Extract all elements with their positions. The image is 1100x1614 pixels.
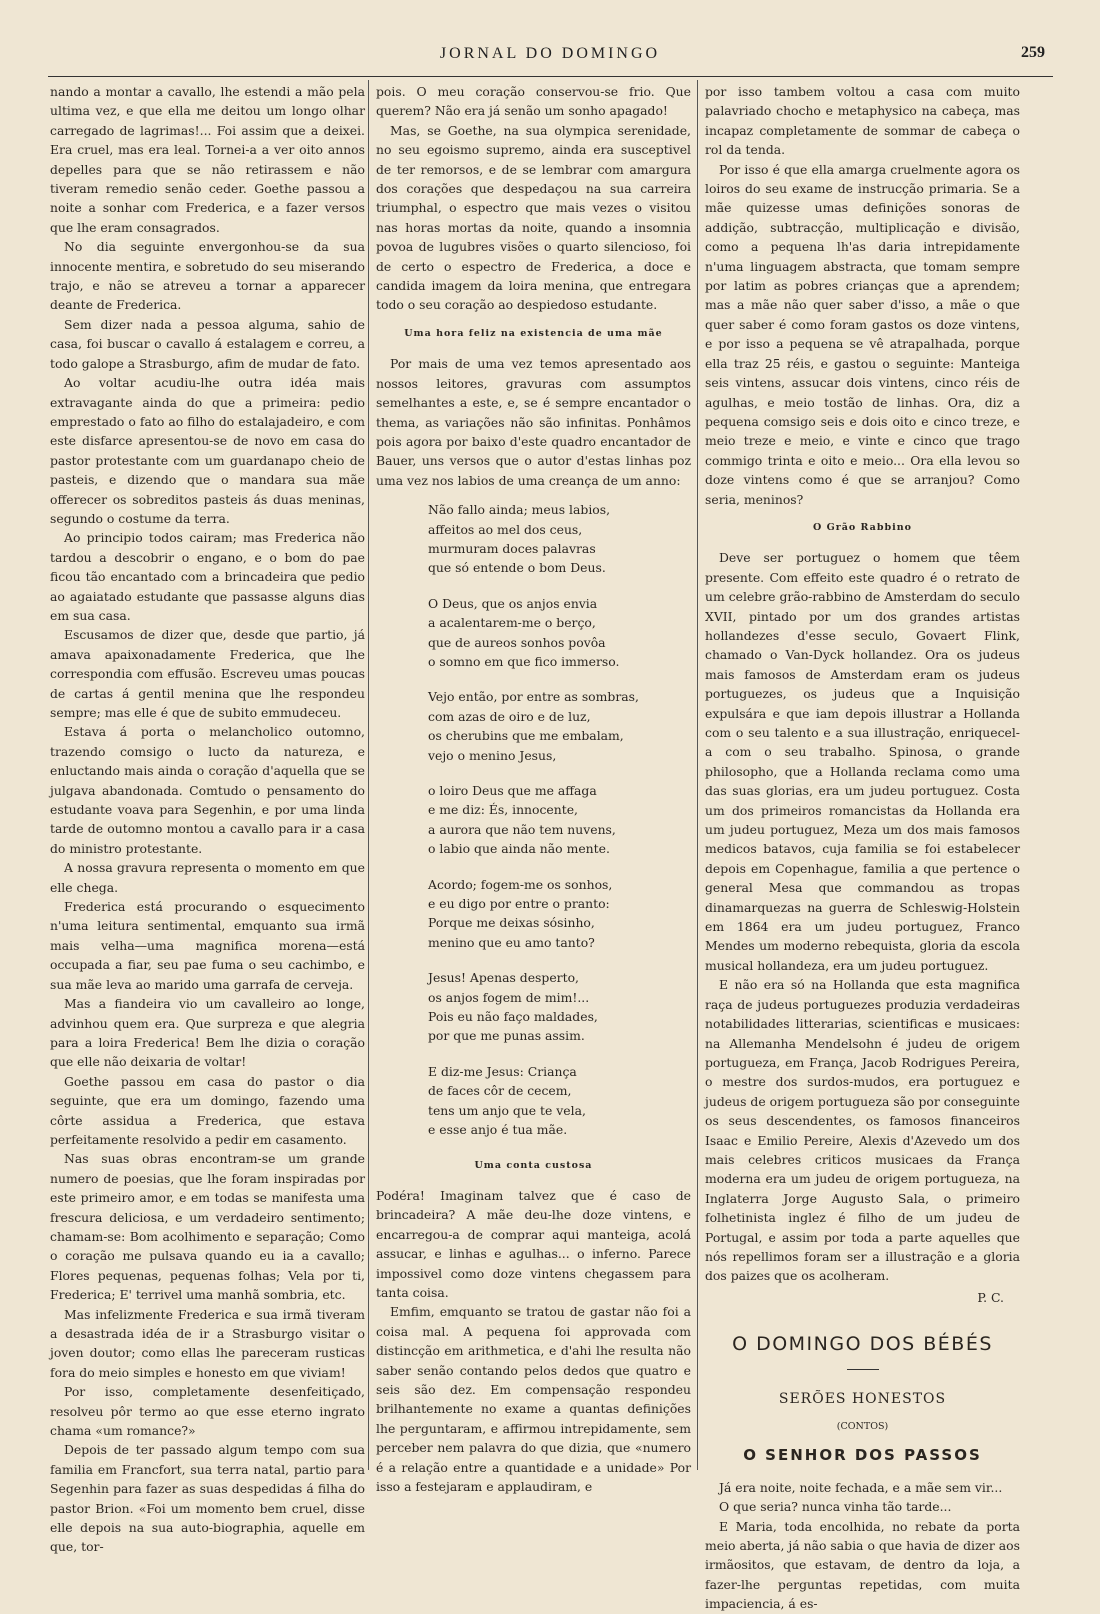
story-title: O SENHOR DOS PASSOS [743,1446,982,1465]
poem-line: e me diz: És, innocente, [428,802,578,818]
poem-line: a aurora que não tem nuvens, [428,821,616,837]
poem-line: a acalentarem-me o berço, [428,615,596,631]
poem-line: affeitos ao mel dos ceus, [428,521,583,537]
poem-line: de faces côr de cecem, [428,1083,572,1099]
paragraph: E Maria, toda encolhida, no rebate da porta meio aberta, já não sabia o que havia de dizer aos irmãositos, que estavam, de dentro da loja, a fazer-lhe perguntas repetidas, com muita impaciencia, á es- [705,1518,1020,1612]
poem-stanza [428,968,691,1046]
paragraph: Frederica está procurando o esquecimento n'uma leitura sentimental, emquanto sua irmã mais velha—uma magnifica morena—está occupada a fiar, seu pae fuma o seu cachimbo, e sua mãe leva ao marido uma garrafa de cerveja. [50,899,365,992]
paragraph: Estava á porta o melancholico outomno, trazendo comsigo o lucto da natureza, e enluctando mais ainda o coração d'aquella que se julgava abandonada. Comtudo o pensamento do estudante voava para Segenhin, e por uma linda tarde de outomno montou a cavallo para ir a casa do ministro protestante. [50,724,365,856]
poem-line: Jesus! Apenas desperto, [428,970,579,986]
paragraph: Escusamos de dizer que, desde que partio, já amava apaixonadamente Frederica, que lhe correspondia com effusão. Escreveu umas poucas de cartas á gentil menina que lhe respondeu sempre; mas elle é que de subito emmudeceu. [50,627,365,720]
column-1 [50,82,365,1557]
paragraph: Nas suas obras encontram-se um grande numero de poesias, que lhe foram inspiradas por este primeiro amor, e em todas se manifesta uma frescura deliciosa, e um verdadeiro sentimento; chamam-se: Bom acolhimento e separação; Como o coração me pulsava quando eu ia a cavallo; Flores pequenas, pequenas folhas; Vela por ti, Frederica; E' terrivel uma manhã sombria, etc. [50,1151,365,1303]
poem-stanza [428,781,691,859]
paragraph: Por isso é que ella amarga cruelmente agora os loiros do seu exame de instrucção primaria. Se a mãe quizesse umas definições sonoras de addição, subtracção, multiplicação e divisão, como a pequena lh'as daria intrepidamente n'uma linguagem abstracta, que tomam sempre por latim as pobres crianças que a aprendem; mas a mãe não quer saber d'isso, a mãe o que quer saber é como foram gastos os doze vintens, e por isso a pequena se vê atrapalhada, porque ella traz 25 réis, e gastou o seguinte: Manteiga seis vintens, assucar dois vintens, cinco réis de agulhas, e meio tostão de linhas. Ora, diz a pequena comsigo seis e dois oito e cinco treze, e meio treze e meio, e vinte e cinco que trago commigo trinta e oito e meio... Ora ella levou so doze vintens como é que se arranjou? Como seria, meninos? [705,161,1020,507]
paragraph: Mas infelizmente Frederica e sua irmã tiveram a desastrada idéa de ir a Strasburgo visitar o joven doutor; como ellas lhe pareceram rusticas fora do meio simples e honesto em que viviam! [50,1306,365,1380]
paragraph: Podéra! Imaginam talvez que é caso de brincadeira? A mãe deu-lhe doze vintens, e encarregou-a de comprar aqui manteiga, acolá assucar, e linhas e agulhas... o inferno. Parece impossivel como doze vintens chegassem para tanta coisa. [376,1187,691,1300]
poem-line: O Deus, que os anjos envia [428,595,598,611]
poem-line: Vejo então, por entre as sombras, [428,689,639,705]
poem-line: tens um anjo que te vela, [428,1102,586,1118]
column-divider-1 [368,80,369,1470]
signature: P. C. [977,1289,1004,1305]
poem-line: o loiro Deus que me affaga [428,783,597,798]
paragraph: A nossa gravura representa o momento em que elle chega. [50,860,365,895]
poem-line: Não fallo ainda; meus labios, [428,502,611,518]
paragraph: Já era noite, noite fechada, e a mãe sem vir... [719,1479,1003,1495]
series-subtitle: (CONTOS) [836,1421,889,1432]
poem-line: o labio que ainda não mente. [428,841,610,857]
poem-line: os anjos fogem de mim!... [428,989,590,1005]
poem-line: os cherubins que me embalam, [428,728,624,744]
paragraph: nando a montar a cavallo, lhe estendi a mão pela ultima vez, e que ella me deitou um longo olhar carregado de lagrimas!... Foi assim que a deixei. Era cruel, mas era leal. Tornei-a a ver oito annos depelles para que se não retirassem e não tiveram remedio senão ceder. Goethe passou a noite a sonhar com Frederica, e a fazer versos que lhe eram consagrados. [50,84,365,235]
paragraph: O que seria? nunca vinha tão tarde... [719,1499,952,1515]
poem-line: Pois eu não faço maldades, [428,1009,598,1025]
paragraph: Por mais de uma vez temos apresentado aos nossos leitores, gravuras com assumptos semelhantes a este, e, se é sempre encantador o thema, as variações não são infinitas. Ponhâmos pois agora por baixo d'este quadro encantador de Bauer, uns versos que o autor d'estas linhas poz uma vez nos labios de uma creança de um anno: [376,356,691,488]
section-banner-title: O DOMINGO DOS BÉBÉS [732,1333,993,1356]
poem-line: que de aureos sonhos povôa [428,634,606,650]
paragraph: Por isso, completamente desenfeitiçado, resolveu pôr termo ao que esse eterno ingrato chama «um romance?» [50,1384,365,1439]
poem-line: menino que eu amo tanto? [428,934,595,950]
poem-line: o somno em que fico immerso. [428,653,620,669]
section-heading: O Grão Rabbino [813,521,912,533]
poem-line: E diz-me Jesus: Criança [428,1063,577,1079]
paragraph: Sem dizer nada a pessoa alguma, sahio de casa, foi buscar o cavallo á estalagem e correu, a todo galope a Strasburgo, afim de mudar de fato. [50,316,365,371]
section-heading: Uma conta custosa [474,1159,593,1171]
poem-line: que só entende o bom Deus. [428,560,606,576]
poem-stanza [428,687,691,765]
poem-line: e esse anjo é tua mãe. [428,1122,568,1138]
paragraph: pois. O meu coração conservou-se frio. Que querem? Não era já senão um sonho apagado! [376,84,691,119]
poem-line: com azas de oiro e de luz, [428,708,591,724]
poem-line: Acordo; fogem-me os sonhos, [428,876,613,892]
header-rule [48,76,1053,77]
poem-stanza [428,500,691,578]
paragraph: Goethe passou em casa do pastor o dia seguinte, que era um domingo, fazendo uma côrte assidua a Frederica, que estava perfeitamente resolvido a pedir em casamento. [50,1073,365,1147]
paragraph: Mas a fiandeira vio um cavalleiro ao longe, advinhou quem era. Que surpreza e que alegria para a loira Frederica! Bem lhe dizia o coração que elle não deixaria de voltar! [50,996,365,1070]
paragraph: Deve ser portuguez o homem que têem presente. Com effeito este quadro é o retrato de um celebre grão-rabbino de Amsterdam do seculo XVII, pintado por um dos grandes artistas hollandezes d'esse seculo, Govaert Flink, chamado o Van-Dyck hollandez. Ora os judeus mais famosos de Amsterdam eram os judeus portuguezes, os judeus que a Inquisição expulsára e que iam depois illustrar a Hollanda com o seu talento e a sua illustração, enriquecel-a com o seu trabalho. Spinosa, o grande philosopho, que a Hollanda reclama como uma das suas glorias, era um judeu portuguez. Costa um dos primeiros romancistas da Hollanda era um judeu portuguez, Meza um dos mais famosos medicos batavos, cuja familia se foi estabelecer depois em Copenhague, familia a que pertence o general Mesa que commandou as tropas dinamarquezas na guerra de Schleswig-Holstein em 1864 era um judeu portuguez, Franco Mendes um moderno rebequista, gloria da escola musical hollandeza, era um judeu portuguez. [705,550,1020,973]
poem-line: murmuram doces palavras [428,540,596,556]
page-number: 259 [1021,44,1045,61]
poem-stanza [428,594,691,672]
paragraph: Emfim, emquanto se tratou de gastar não foi a coisa mal. A pequena foi approvada com distincção em arithmetica, e d'ahi lhe resulta não saber senão contando pelos dedos que quatro e seis são dez. Em compensação respondeu brilhantemente no exame a quantas definições lhe perguntaram, e affirmou intrepidamente, sem perceber nem palavra do que dizia, que «numero é a relação entre a quantidade e a unidade» Por isso a festejaram e applaudiram, e [376,1304,691,1494]
poem-line: por que me punas assim. [428,1028,585,1044]
paragraph: No dia seguinte envergonhou-se da sua innocente mentira, e sobretudo do seu miserando trajo, e não se atreveu a tornar a apparecer deante de Frederica. [50,239,365,313]
paragraph: Ao principio todos cairam; mas Frederica não tardou a descobrir o engano, e o bom do pae ficou tão encantado com a brincadeira que pedio ao agaiatado estudante que passasse alguns dias em sua casa. [50,530,365,623]
series-title: SERÕES HONESTOS [778,1390,947,1407]
paragraph: Mas, se Goethe, na sua olympica serenidade, no seu egoismo supremo, ainda era susceptivel de ter remorsos, e de se lembrar com amargura dos corações que despedaçou na sua carreira triumphal, o espectro que mais vezes o visitou nas horas mortas da noite, quando a insomnia povoa de lugubres visões o quarto silencioso, foi de certo o espectro de Frederica, a doce e candida imagem da loira menina, que entregara todo o seu coração ao despiedoso estudante. [376,122,691,313]
poem-line: vejo o menino Jesus, [428,747,557,763]
poem-stanza [428,1062,691,1140]
poem [428,500,691,1139]
short-rule [847,1369,879,1370]
paragraph: Depois de ter passado algum tempo com sua familia em Francfort, sua terra natal, partio para Segenhin para fazer as suas despedidas á filha do pastor Brion. «Foi um momento bem cruel, disse elle depois na sua auto-biographia, aquelle em que, tor- [50,1442,365,1555]
paragraph: E não era só na Hollanda que esta magnifica raça de judeus portuguezes produzia verdadeiras notabilidades litterarias, scientificas e musicaes: na Allemanha Mendelsohn é judeu de origem portugueza, em França, Jacob Rodrigues Pereira, o mestre dos surdos-mudos, era portuguez e judeus de origem portugueza são por conseguinte os seus descendentes, os famosos financeiros Isaac e Emilio Pereire, Alexis d'Azevedo um dos mais celebres criticos musicaes da França moderna era um judeu de origem portugueza, na Inglaterra Jorge Augusto Sala, o primeiro folhetinista inglez é filho de um judeu de Portugal, e assim por toda a parte aquelles que nós repellimos foram ser a illustração e a gloria dos paizes que os acolheram. [705,977,1020,1284]
column-divider-2 [697,80,698,1470]
paragraph: por isso tambem voltou a casa com muito palavriado chocho e metaphysico na cabeça, mas incapaz completamente de sommar de cabeça o rol da tenda. [705,84,1020,158]
column-3 [705,82,1020,1614]
section-heading: Uma hora feliz na existencia de uma mãe [404,327,663,339]
poem-stanza [428,875,691,953]
journal-title: JORNAL DO DOMINGO [439,45,661,62]
paragraph: Ao voltar acudiu-lhe outra idéa mais extravagante ainda do que a primeira: pedio emprestado o fato ao filho do estalajadeiro, e com este disfarce apresentou-se de novo em casa do pastor protestante com um guardanapo cheio de pasteis, e dizendo que o mandara sua mãe offerecer os sobreditos pasteis ás duas meninas, segundo o costume da terra. [50,375,365,526]
poem-line: e eu digo por entre o pranto: [428,896,610,912]
poem-line: Porque me deixas sósinho, [428,915,595,931]
column-2 [376,82,691,1496]
